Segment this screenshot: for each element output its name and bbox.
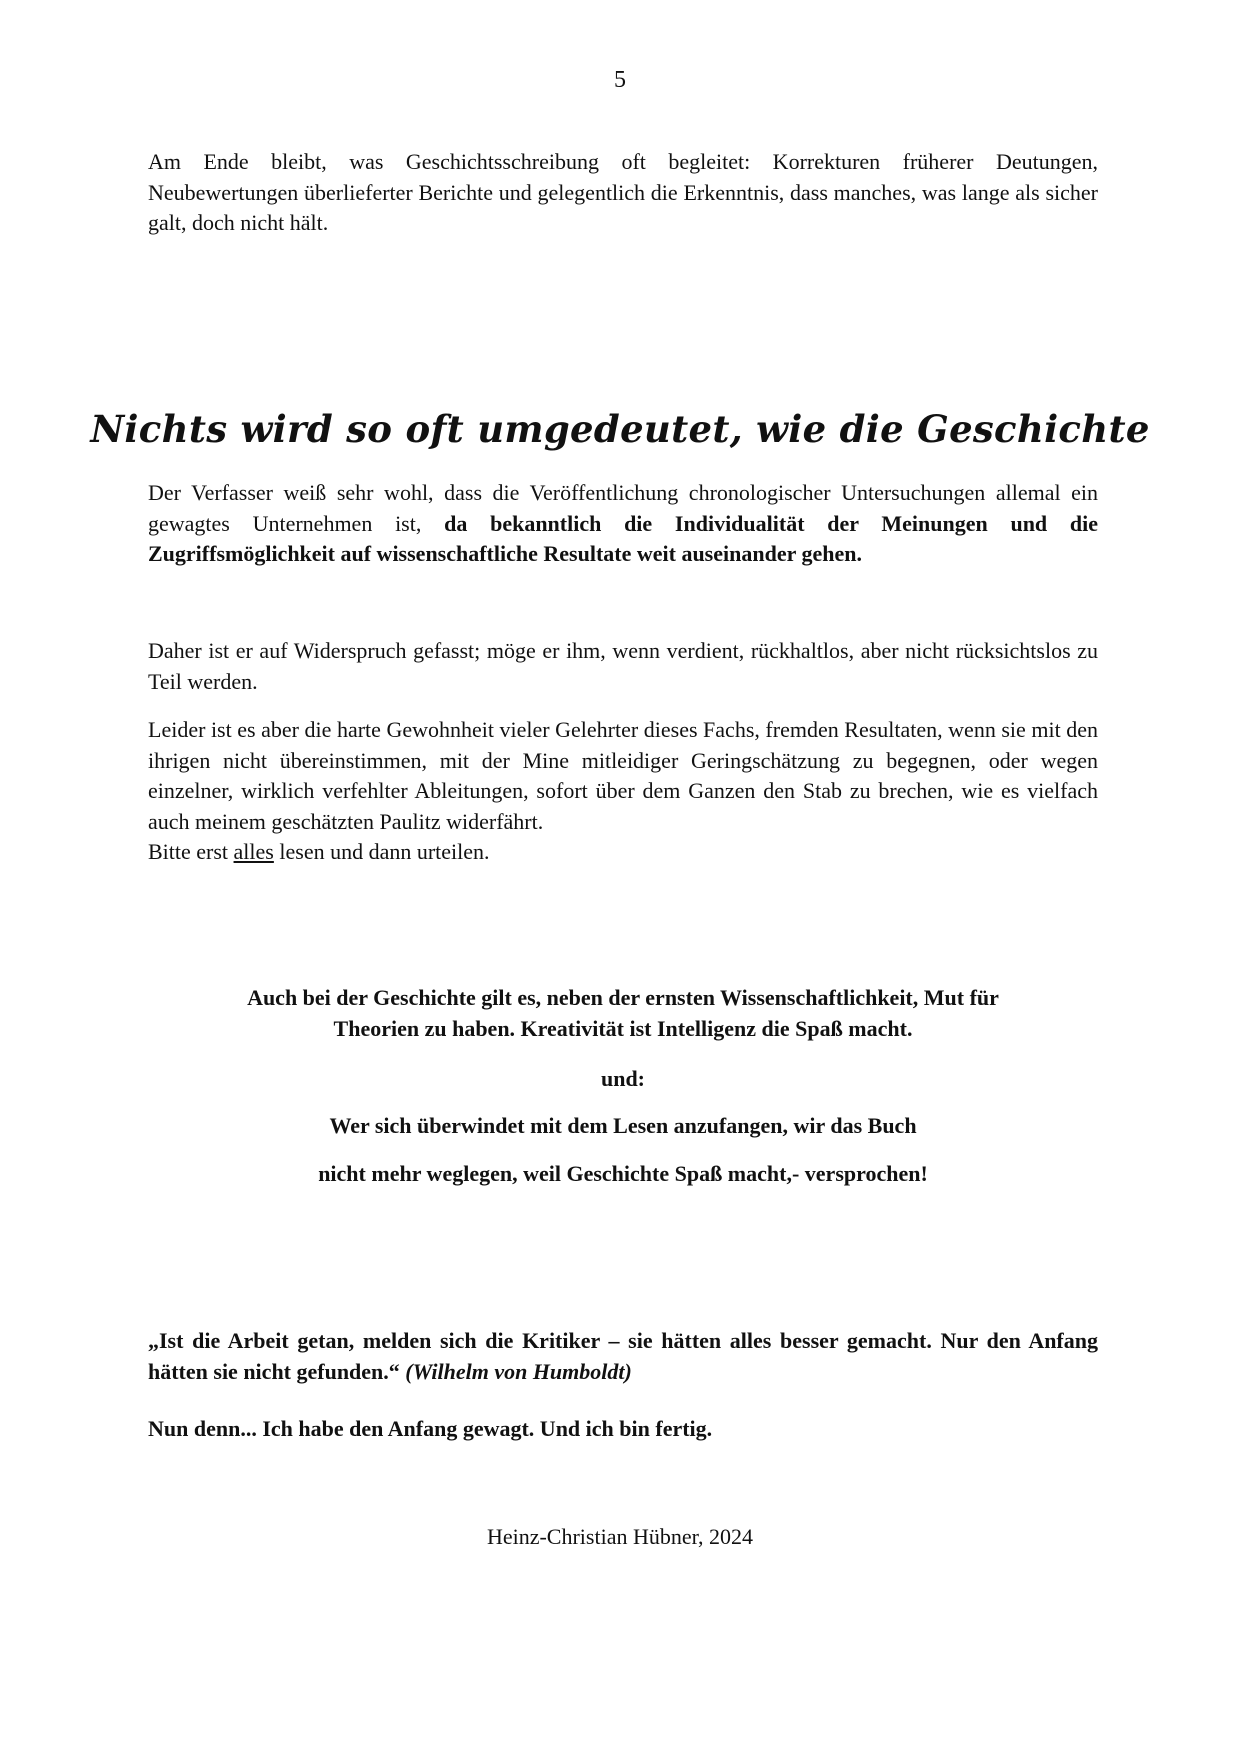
motto-line-4: nicht mehr weglegen, weil Geschichte Spaß macht,- versprochen!: [318, 1161, 928, 1186]
motto-line-2: Theorien zu haben. Kreativität ist Intelligenz die Spaß macht.: [333, 1016, 913, 1041]
read-request-line: [148, 837, 1098, 868]
quote-attribution: (Wilhelm von Humboldt): [405, 1358, 632, 1384]
read-request-underlined: alles: [233, 839, 274, 864]
author-signature: Heinz-Christian Hübner, 2024: [486, 1524, 754, 1549]
page-number: 5: [614, 67, 626, 93]
scholars-section: [148, 715, 1098, 868]
read-request-after: lesen und dann urteilen.: [279, 839, 490, 864]
author-paragraph: [148, 478, 1098, 570]
contradiction-paragraph: Daher ist er auf Widerspruch gefasst; möge er ihm, wenn verdient, rückhaltlos, aber nicht rücksichtslos zu Teil werden.: [148, 638, 1098, 694]
closing-statement: Nun denn... Ich habe den Anfang gewagt. Und ich bin fertig.: [148, 1416, 713, 1441]
quote-text: „Ist die Arbeit getan, melden sich die Kritiker – sie hätten alles besser gemacht. Nur den Anfang hätten sie nicht gefunden.“: [148, 1328, 1098, 1384]
read-request-before: Bitte erst: [148, 839, 229, 864]
motto-line-3: Wer sich überwindet mit dem Lesen anzufangen, wir das Buch: [329, 1113, 917, 1138]
author-paragraph-bold: da bekanntlich die Individualität der Meinungen und die Zugriffsmöglichkeit auf wissenschaftliche Resultate weit auseinander gehen.: [148, 510, 1099, 566]
motto-block: [148, 982, 1098, 1044]
motto-line-1: Auch bei der Geschichte gilt es, neben der ernsten Wissenschaftlichkeit, Mut für: [247, 985, 999, 1010]
motto-connector: und:: [600, 1066, 646, 1091]
section-heading: Nichts wird so oft umgedeutet, wie die Geschichte: [90, 407, 1150, 451]
humboldt-quote: [148, 1326, 1098, 1387]
author-paragraph-regular: Der Verfasser weiß sehr wohl, dass die Veröffentlichung chronologischer Untersuchungen allemal ein gewagtes Unternehmen ist,: [148, 480, 1098, 536]
intro-paragraph: Am Ende bleibt, was Geschichtsschreibung oft begleitet: Korrekturen früherer Deutungen, Neubewertungen überlieferter Berichte und gelegentlich die Erkenntnis, dass manches, was lange als sicher galt, doch nicht hält.: [148, 149, 1098, 235]
scholars-paragraph: Leider ist es aber die harte Gewohnheit vieler Gelehrter dieses Fachs, fremden Resultaten, wenn sie mit den ihrigen nicht übereinstimmen, mit der Mine mitleidiger Geringschätzung zu begegnen, oder wegen einzelner, wirklich verfehlter Ableitungen, sofort über dem Ganzen den Stab zu brechen, wie es vielfach auch meinem geschätzten Paulitz widerfährt.: [148, 717, 1098, 834]
